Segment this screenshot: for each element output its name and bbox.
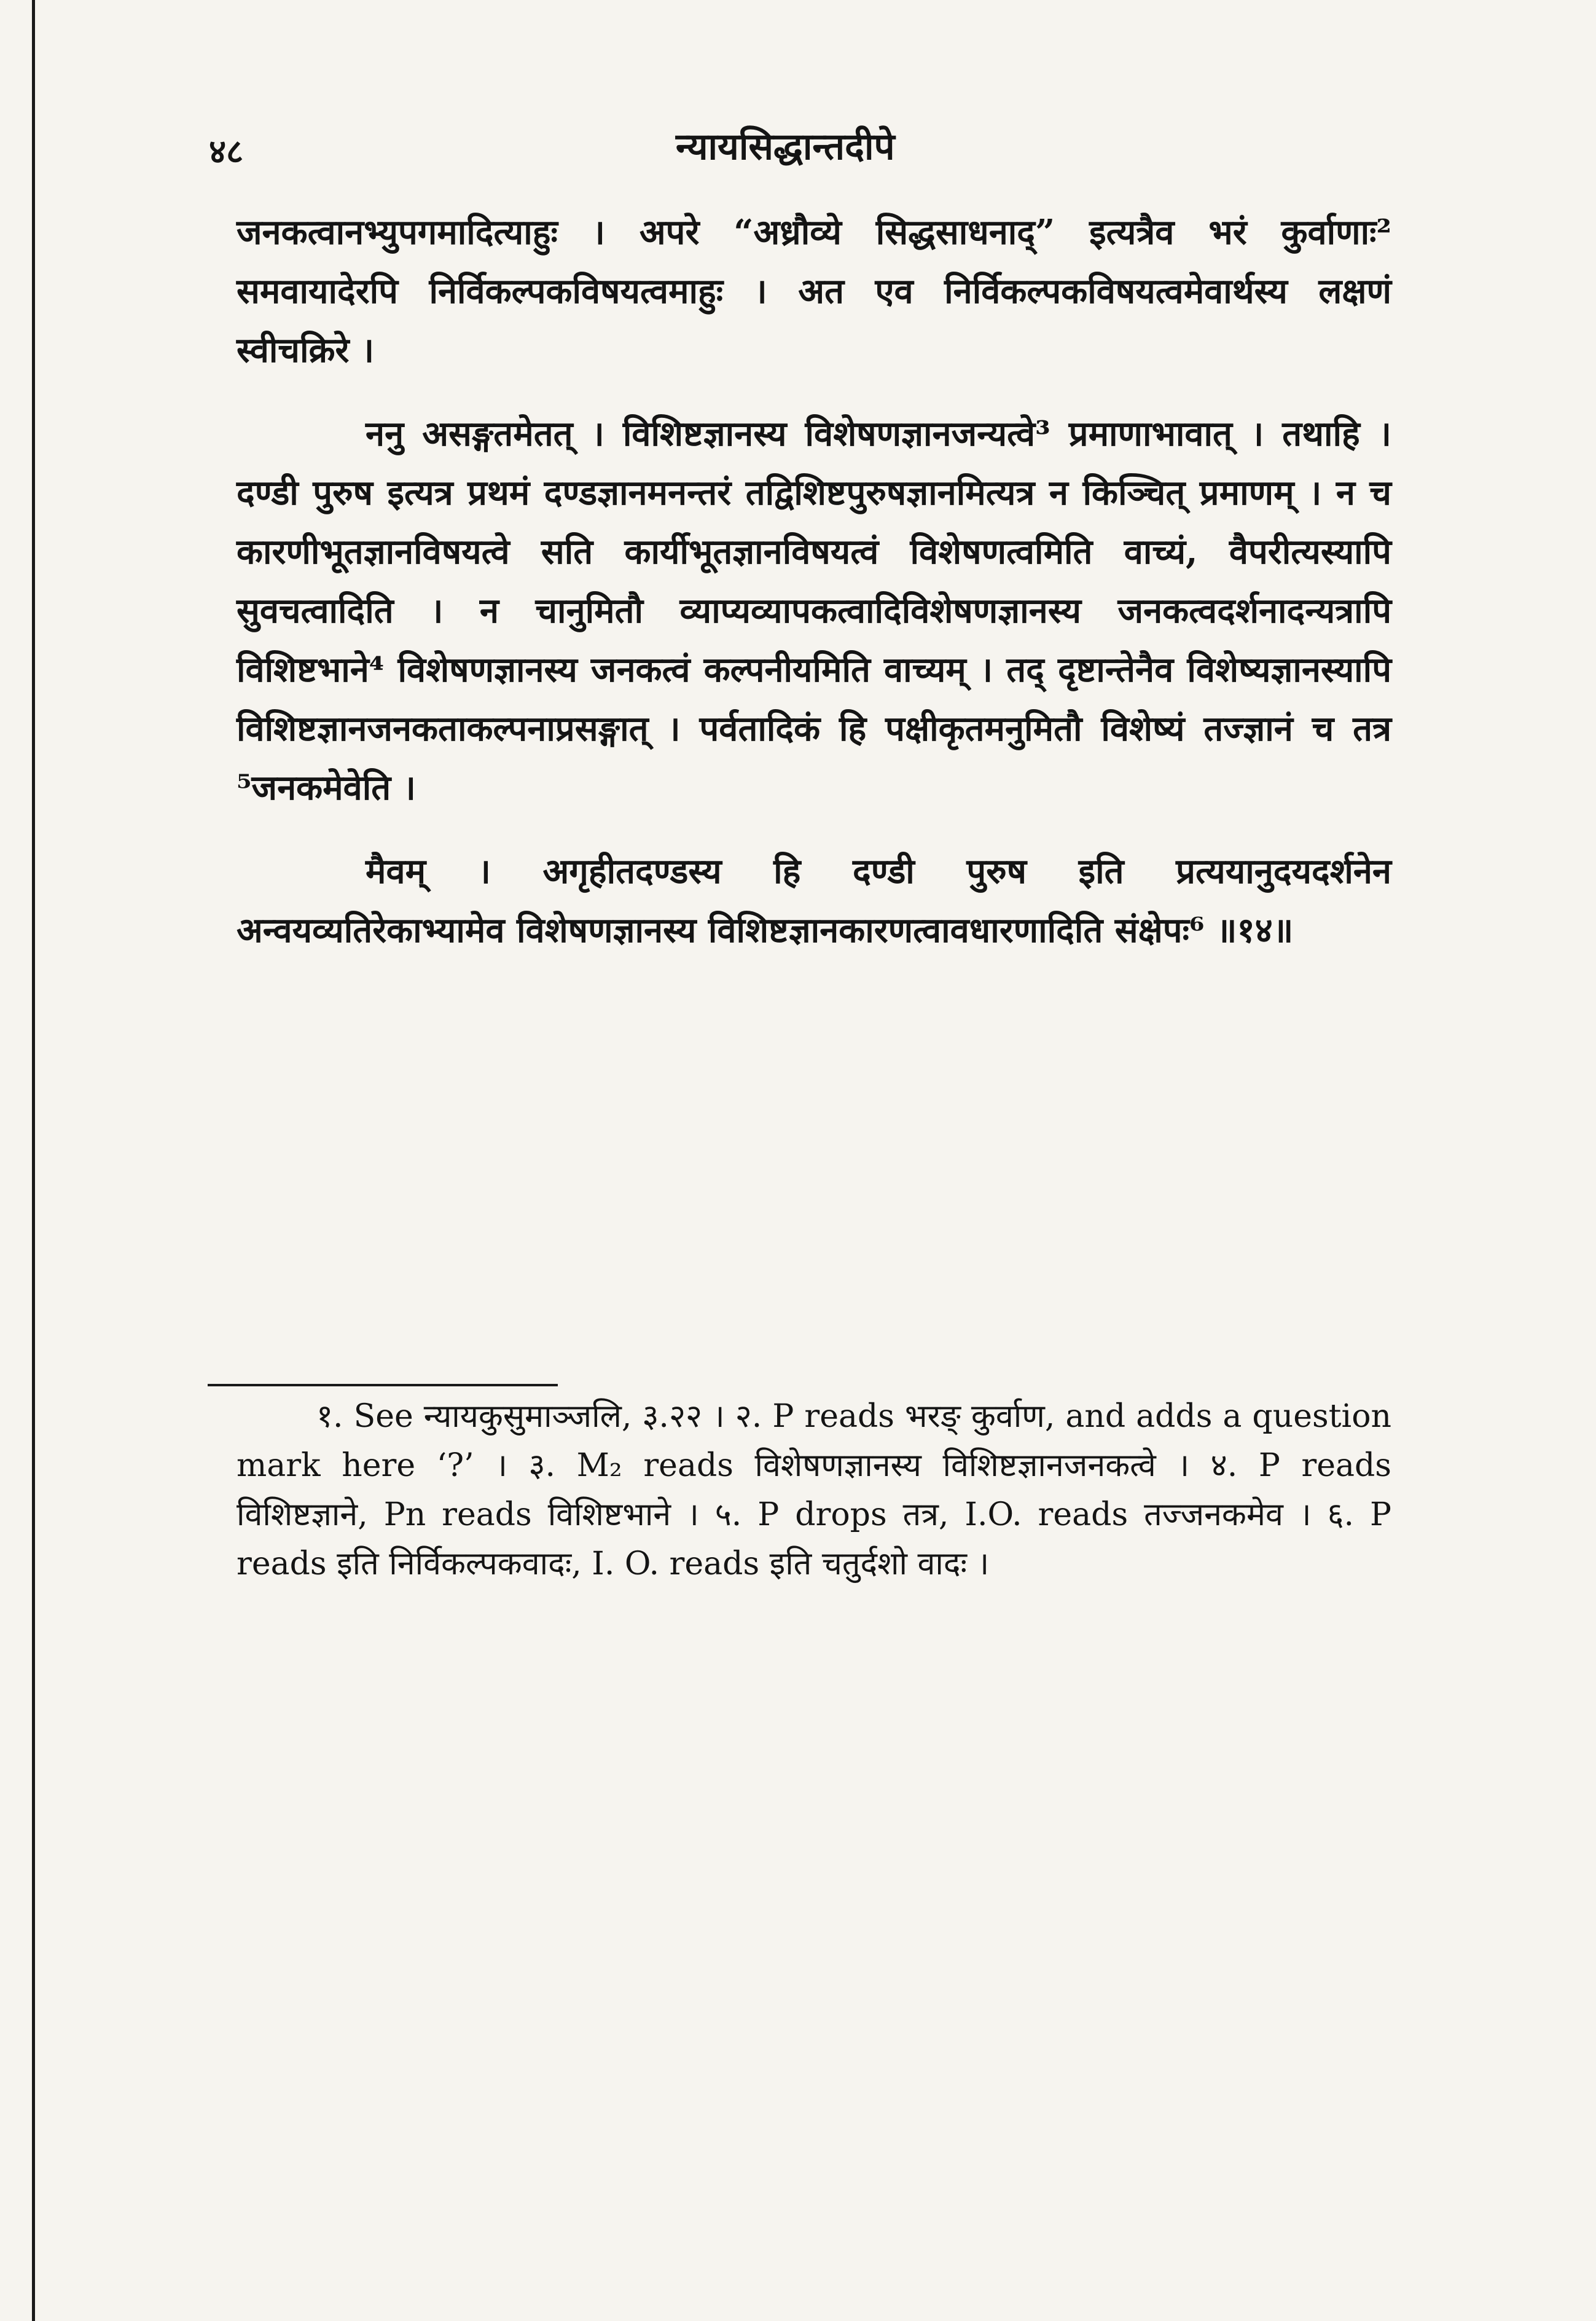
page-header <box>209 120 1395 175</box>
page-number: ४८ <box>209 132 244 171</box>
paragraph-2: ननु असङ्गतमेतत् । विशिष्टज्ञानस्य विशेषणज्ञानजन्यत्वे³ प्रमाणाभावात् । तथाहि । दण्डी पुरुष इत्यत्र प्रथमं दण्डज्ञानमनन्तरं तद्विशिष्टपुरुषज्ञानमित्यत्र न किञ्चित् प्रमाणम् । न च कारणीभूतज्ञानविषयत्वे सति कार्यीभूतज्ञानविषयत्वं विशेषणत्वमिति वाच्यं, वैपरीत्यस्यापि सुवचत्वादिति । न चानुमितौ व्याप्यव्यापकत्वादिविशेषणज्ञानस्य जनकत्वदर्शनादन्यत्रापि विशिष्टभाने⁴ विशेषणज्ञानस्य जनकत्वं कल्पनीयमिति वाच्यम् । तद् दृष्टान्तेनैव विशेष्यज्ञानस्यापि विशिष्टज्ञानजनकताकल्पनाप्रसङ्गात् । पर्वतादिकं हि पक्षीकृतमनुमितौ विशेष्यं तज्ज्ञानं च तत्र ⁵जनकमेवेति । <box>237 414 1391 808</box>
paragraph-3: मैवम् । अगृहीतदण्डस्य हि दण्डी पुरुष इति प्रत्ययानुदयदर्शनेन अन्वयव्यतिरेकाभ्यामेव विशेषणज्ञानस्य विशिष्टज्ञानकारणत्वावधारणादिति संक्षेपः⁶ ॥१४॥ <box>237 851 1391 951</box>
paragraph-1: जनकत्वानभ्युपगमादित्याहुः । अपरे “अध्रौव्ये सिद्धसाधनाद्” इत्यत्रैव भरं कुर्वाणाः² समवायादेरपि निर्विकल्पकविषयत्वमाहुः । अत एव निर्विकल्पकविषयत्वमेवार्थस्य लक्षणं स्वीचक्रिरे । <box>237 212 1391 371</box>
footnote-rule <box>208 1384 558 1386</box>
main-text <box>237 203 1391 984</box>
footnotes <box>237 1392 1391 1589</box>
footnote-text: १. See न्यायकुसुमाञ्जलि, ३.२२ । २. P reads भरङ् कुर्वाण, and adds a question mark here ‘?’ । ३. M₂ reads विशेषणज्ञानस्य विशिष्टज्ञानजनकत्वे । ४. P reads विशिष्टज्ञाने, Pn reads विशिष्टभाने । ५. P drops तत्र, I.O. reads तज्जनकमेव । ६. P reads इति निर्विकल्पकवादः, I. O. reads इति चतुर्दशो वादः । <box>237 1398 1391 1582</box>
page-edge-line <box>32 0 35 2321</box>
running-title: न्यायसिद्धान्तदीपे <box>676 125 895 168</box>
